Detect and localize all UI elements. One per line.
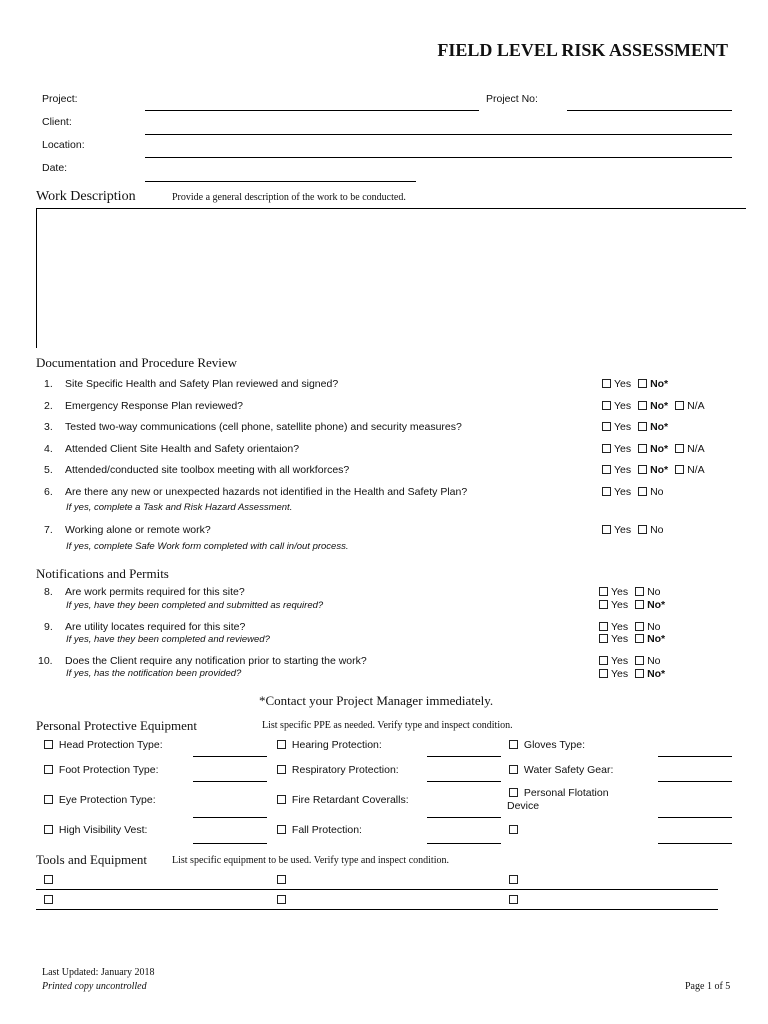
checkbox-no[interactable] bbox=[635, 622, 644, 631]
checkbox-na[interactable] bbox=[675, 444, 684, 453]
checkbox-no[interactable] bbox=[635, 634, 644, 643]
sub-answer-options: Yes No* bbox=[599, 599, 665, 611]
answer-options: Yes No bbox=[599, 621, 661, 633]
checkbox[interactable] bbox=[277, 765, 286, 774]
ppe-foot-protection: Foot Protection Type: bbox=[44, 764, 159, 776]
checkbox[interactable] bbox=[44, 895, 53, 904]
checkbox-no[interactable] bbox=[638, 379, 647, 388]
checkbox[interactable] bbox=[509, 788, 518, 797]
list-item-num: 1. bbox=[44, 378, 53, 390]
project-field[interactable] bbox=[145, 110, 479, 111]
location-label: Location: bbox=[42, 139, 85, 151]
ppe-respiratory-protection: Respiratory Protection: bbox=[277, 764, 399, 776]
checkbox-yes[interactable] bbox=[602, 379, 611, 388]
list-item-num: 5. bbox=[44, 464, 53, 476]
last-updated: Last Updated: January 2018 bbox=[42, 967, 155, 978]
uncontrolled-notice: Printed copy uncontrolled bbox=[42, 981, 147, 992]
list-item-subtext: If yes, complete Safe Work form completed with call in/out process. bbox=[66, 541, 349, 552]
list-item-subtext: If yes, has the notification been provided? bbox=[66, 668, 242, 679]
checkbox-no[interactable] bbox=[638, 401, 647, 410]
list-item-num: 3. bbox=[44, 421, 53, 433]
ppe-head-protection: Head Protection Type: bbox=[44, 739, 163, 751]
checkbox[interactable] bbox=[44, 795, 53, 804]
checkbox-yes[interactable] bbox=[599, 669, 608, 678]
checkbox-yes[interactable] bbox=[602, 487, 611, 496]
project-no-label: Project No: bbox=[486, 93, 538, 105]
checkbox-no[interactable] bbox=[635, 669, 644, 678]
ppe-entry-line[interactable] bbox=[658, 756, 732, 757]
checkbox[interactable] bbox=[277, 895, 286, 904]
checkbox-no[interactable] bbox=[635, 600, 644, 609]
checkbox-yes[interactable] bbox=[602, 525, 611, 534]
checkbox-no[interactable] bbox=[638, 465, 647, 474]
work-description-heading: Work Description bbox=[36, 189, 136, 204]
list-item-subtext: If yes, have they been completed and submitted as required? bbox=[66, 600, 324, 611]
checkbox-yes[interactable] bbox=[599, 587, 608, 596]
tools-instruction: List specific equipment to be used. Verify type and inspect condition. bbox=[172, 855, 449, 866]
checkbox[interactable] bbox=[44, 825, 53, 834]
answer-options: Yes No* bbox=[602, 378, 668, 390]
project-label: Project: bbox=[42, 93, 78, 105]
location-field[interactable] bbox=[145, 157, 732, 158]
answer-options: Yes No bbox=[599, 586, 661, 598]
list-item-num: 8. bbox=[44, 586, 53, 598]
list-item-num: 6. bbox=[44, 486, 53, 498]
checkbox[interactable] bbox=[509, 765, 518, 774]
ppe-entry-line[interactable] bbox=[427, 781, 501, 782]
answer-options: Yes No* N/A bbox=[602, 443, 705, 455]
answer-options: Yes No bbox=[602, 486, 664, 498]
date-label: Date: bbox=[42, 162, 68, 174]
checkbox-no[interactable] bbox=[638, 444, 647, 453]
ppe-fire-retardant-coveralls: Fire Retardant Coveralls: bbox=[277, 794, 409, 806]
ppe-water-safety-gear: Water Safety Gear: bbox=[509, 764, 613, 776]
checkbox-no[interactable] bbox=[638, 487, 647, 496]
list-item-text: Emergency Response Plan reviewed? bbox=[65, 400, 244, 412]
ppe-entry-line[interactable] bbox=[658, 817, 732, 818]
tools-heading: Tools and Equipment bbox=[36, 852, 148, 867]
checkbox[interactable] bbox=[44, 765, 53, 774]
ppe-entry-line[interactable] bbox=[193, 843, 267, 844]
list-item-text: Attended/conducted site toolbox meeting with all workforces? bbox=[65, 464, 350, 476]
checkbox-yes[interactable] bbox=[599, 622, 608, 631]
date-field[interactable] bbox=[145, 181, 416, 182]
checkbox-yes[interactable] bbox=[602, 465, 611, 474]
list-item-num: 7. bbox=[44, 524, 53, 536]
ppe-gloves: Gloves Type: bbox=[509, 739, 585, 751]
list-item-text: Are utility locates required for this site? bbox=[65, 621, 246, 633]
checkbox[interactable] bbox=[44, 740, 53, 749]
list-item-num: 9. bbox=[44, 621, 53, 633]
list-item-text: Are work permits required for this site? bbox=[65, 586, 245, 598]
ppe-high-visibility-vest: High Visibility Vest: bbox=[44, 824, 147, 836]
list-item-subtext: If yes, complete a Task and Risk Hazard Assessment. bbox=[66, 502, 293, 513]
checkbox[interactable] bbox=[509, 740, 518, 749]
list-item-text: Attended Client Site Health and Safety orientaion? bbox=[65, 443, 300, 455]
client-label: Client: bbox=[42, 116, 72, 128]
ppe-entry-line[interactable] bbox=[427, 843, 501, 844]
work-description-box[interactable] bbox=[37, 209, 746, 347]
checkbox[interactable] bbox=[277, 875, 286, 884]
checkbox-no[interactable] bbox=[638, 525, 647, 534]
tools-entry-line[interactable] bbox=[36, 889, 718, 890]
list-item-text: Does the Client require any notification prior to starting the work? bbox=[65, 655, 367, 667]
checkbox[interactable] bbox=[277, 795, 286, 804]
checkbox-yes[interactable] bbox=[602, 444, 611, 453]
ppe-other bbox=[509, 824, 521, 836]
answer-options: Yes No bbox=[599, 655, 661, 667]
checkbox-no[interactable] bbox=[635, 587, 644, 596]
checkbox-no[interactable] bbox=[635, 656, 644, 665]
answer-options: Yes No* N/A bbox=[602, 400, 705, 412]
list-item-text: Are there any new or unexpected hazards not identified in the Health and Safety Plan? bbox=[65, 486, 468, 498]
checkbox[interactable] bbox=[509, 895, 518, 904]
checkbox[interactable] bbox=[509, 875, 518, 884]
checkbox[interactable] bbox=[44, 875, 53, 884]
ppe-heading: Personal Protective Equipment bbox=[36, 718, 198, 733]
ppe-entry-line[interactable] bbox=[427, 817, 501, 818]
checkbox-yes[interactable] bbox=[602, 401, 611, 410]
documentation-heading: Documentation and Procedure Review bbox=[36, 355, 238, 370]
checkbox-yes[interactable] bbox=[599, 634, 608, 643]
checkbox[interactable] bbox=[277, 740, 286, 749]
checkbox-no[interactable] bbox=[638, 422, 647, 431]
sub-answer-options: Yes No* bbox=[599, 633, 665, 645]
ppe-fall-protection: Fall Protection: bbox=[277, 824, 362, 836]
page-number: Page 1 of 5 bbox=[685, 981, 731, 992]
checkbox-yes[interactable] bbox=[599, 600, 608, 609]
project-no-field[interactable] bbox=[567, 110, 732, 111]
list-item-text: Site Specific Health and Safety Plan reviewed and signed? bbox=[65, 378, 339, 390]
ppe-entry-line[interactable] bbox=[658, 781, 732, 782]
list-item-text: Working alone or remote work? bbox=[65, 524, 211, 536]
ppe-entry-line[interactable] bbox=[427, 756, 501, 757]
checkbox-na[interactable] bbox=[675, 465, 684, 474]
work-description-instruction: Provide a general description of the work to be conducted. bbox=[172, 192, 406, 203]
checkbox-yes[interactable] bbox=[599, 656, 608, 665]
notifications-heading: Notifications and Permits bbox=[36, 566, 169, 581]
list-item-text: Tested two-way communications (cell phone, satellite phone) and security measures? bbox=[65, 421, 462, 433]
ppe-entry-line[interactable] bbox=[193, 781, 267, 782]
ppe-personal-flotation-device: Personal Flotation Device bbox=[507, 787, 609, 812]
list-item-num: 4. bbox=[44, 443, 53, 455]
contact-note: *Contact your Project Manager immediately. bbox=[259, 693, 494, 708]
ppe-entry-line[interactable] bbox=[193, 817, 267, 818]
list-item-subtext: If yes, have they been completed and reviewed? bbox=[66, 634, 270, 645]
ppe-hearing-protection: Hearing Protection: bbox=[277, 739, 382, 751]
client-field[interactable] bbox=[145, 134, 732, 135]
checkbox[interactable] bbox=[509, 825, 518, 834]
list-item-num: 10. bbox=[38, 655, 53, 667]
ppe-eye-protection: Eye Protection Type: bbox=[44, 794, 156, 806]
list-item-num: 2. bbox=[44, 400, 53, 412]
sub-answer-options: Yes No* bbox=[599, 668, 665, 680]
checkbox[interactable] bbox=[277, 825, 286, 834]
page-title: FIELD LEVEL RISK ASSESSMENT bbox=[437, 40, 728, 60]
tools-entry-line[interactable] bbox=[36, 909, 718, 910]
answer-options: Yes No* bbox=[602, 421, 668, 433]
ppe-entry-line[interactable] bbox=[193, 756, 267, 757]
answer-options: Yes No bbox=[602, 524, 664, 536]
ppe-instruction: List specific PPE as needed. Verify type and inspect condition. bbox=[262, 720, 513, 731]
answer-options: Yes No* N/A bbox=[602, 464, 705, 476]
ppe-entry-line[interactable] bbox=[658, 843, 732, 844]
checkbox-yes[interactable] bbox=[602, 422, 611, 431]
checkbox-na[interactable] bbox=[675, 401, 684, 410]
